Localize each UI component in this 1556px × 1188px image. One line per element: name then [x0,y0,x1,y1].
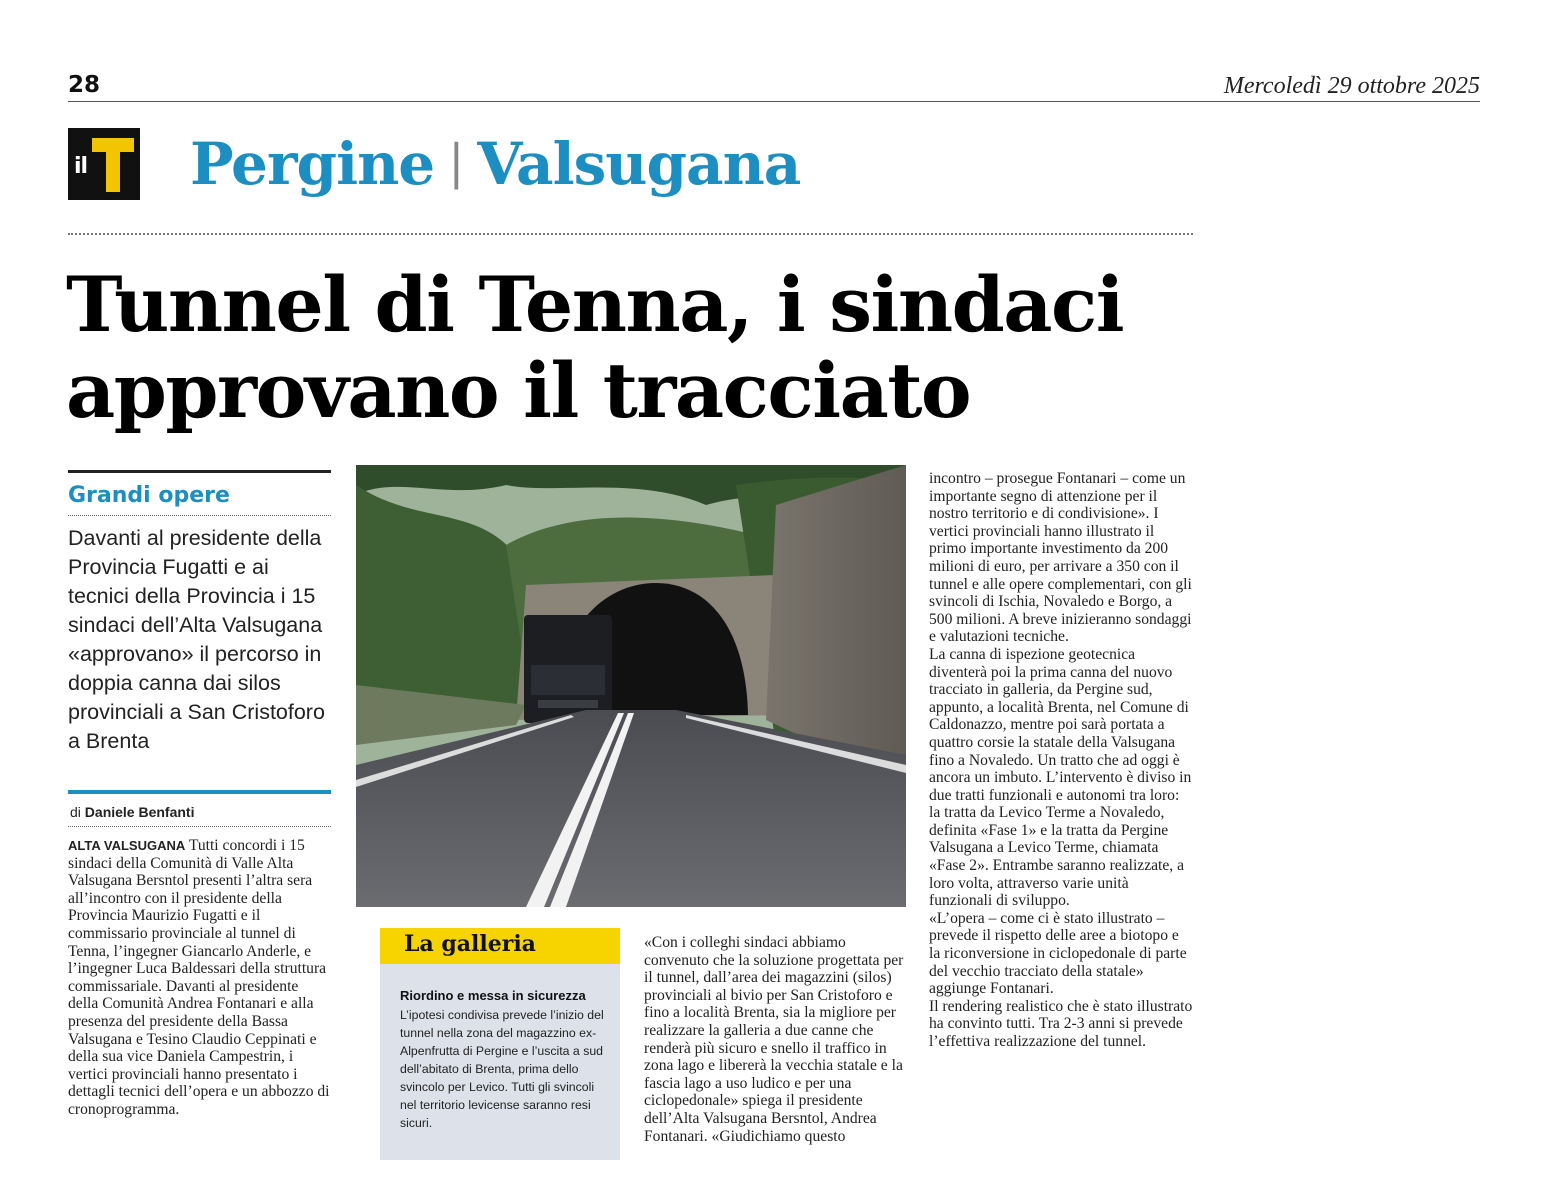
headline-line-2: approvano il tracciato [66,346,971,435]
byline-author: Daniele Benfanti [84,804,195,820]
byline-prefix: di [70,804,81,820]
headline-line-1: Tunnel di Tenna, i sindaci [66,260,1124,349]
col1-text: Tutti concordi i 15 sindaci della Comunità di Valle Alta Valsugana Bersntol presenti l’altra sera all’incontro con il presidente della Provincia Maurizio Fugatti e il commissario provinciale al tunnel di Tenna, l’ingegner Giancarlo Anderle, e l’ingegner Luca Baldessari della struttura commissariale. Davanti al presidente della Comunità Andrea Fontanari e alla presenza del presidente della Bassa Valsugana e Tesino Claudio Ceppinati e della sua vice Daniela Campestrin, i vertici provinciali hanno presentato i dettagli tecnici dell’opera e un abbozzo di cronoprogramma. [68,837,330,1118]
kicker-top-rule [68,470,331,473]
page-date: Mercoledì 29 ottobre 2025 [1223,73,1480,99]
tunnel-photo [356,465,906,907]
article-summary: Davanti al presidente della Provincia Fugatti e ai tecnici della Provincia i 15 sindaci dell’Alta Valsugana «approvano» il percorso in doppia canna dai silos provinciali a San Cristoforo a Brenta [68,526,325,753]
lead-place: ALTA VALSUGANA [68,838,186,853]
logo-t-stem [106,138,120,192]
sidebar-subtitle: Riordino e messa in sicurezza [400,988,586,1003]
top-rule [68,101,1480,102]
article-kicker: Grandi opere [68,483,230,508]
sidebar-box [380,928,620,1160]
sidebar-title: La galleria [404,931,536,957]
byline [70,804,331,820]
article-body-col2: «Con i colleghi sindaci abbiamo convenuto che la soluzione progettata per il tunnel, dall’area dei magazzini (silos) provinciali al bivio per San Cristoforo e fino a località Brenta, sia la migliore per realizzare la galleria a due canne che renderà più sicuro e snello il traffico in zona lago e libererà la vecchia statale e la fascia lago a uso ludico e per una ciclopedonale» spiega il presidente dell’Alta Valsugana Bersntol, Andrea Fontanari. «Giudichiamo questo [644,934,904,1145]
article-body-col3 [929,470,1193,1051]
section-right: Valsugana [477,130,801,198]
col3-paragraph-4: Il rendering realistico che è stato illustrato ha convinto tutti. Tra 2-3 anni si prevede l’effettiva realizzazione del tunnel. [929,997,1193,1050]
col3-paragraph-2: La canna di ispezione geotecnica diventerà poi la prima canna del nuovo tracciato in galleria, da Pergine sud, appunto, a località Brenta, nel Comune di Caldonazzo, mentre poi sarà portata a quattro corsie la statale della Valsugana fino a Novaledo. Un tratto che ad oggi è ancora un imbuto. L’intervento è diviso in due tratti funzionali e autonomi tra loro: la tratta da Levico Terme a Novaledo, definita «Fase 1» e la tratta da Pergine Valsugana a Levico Terme, chiamata «Fase 2». Entrambe saranno realizzate, a loro volta, attraverso varie unità funzionali di sviluppo. [929,645,1192,910]
byline-divider [68,826,331,827]
newspaper-logo [68,128,140,200]
col3-paragraph-3: «L’opera – come ci è stato illustrato – prevede il rispetto delle aree a biotopo e la riconversione in ciclopedonale di parte del vecchio tracciato della statale» aggiunge Fontanari. [929,909,1187,998]
kicker-divider [68,515,331,516]
section-title [190,130,800,198]
col3-paragraph-1: incontro – prosegue Fontanari – come un importante segno di attenzione per il nostro territorio e di condivisione». I vertici provinciali hanno illustrato il primo importante investimento da 200 milioni di euro, per arrivare a 350 con il tunnel e alle opere complementari, con gli svincoli di Ischia, Novaledo e Borgo, a 500 milioni. A breve inizieranno sondaggi e valutazioni tecniche. [929,470,1192,646]
section-divider [68,233,1193,235]
article-body-col1 [68,837,331,1119]
article-headline [66,262,1216,434]
tunnel-photo-graphic [356,465,906,907]
left-column [68,470,331,1119]
section-separator: | [448,134,464,190]
logo-text: il [74,154,88,179]
section-left: Pergine [190,130,435,198]
byline-rule [68,790,331,794]
page-number: 28 [68,72,101,98]
sidebar-text: L’ipotesi condivisa prevede l’inizio del tunnel nella zona del magazzino ex-Alpenfrutta di Pergine e l’uscita a sud dell’abitato di Brenta, prima dello svincolo per Levico. Tutti gli svincoli nel territorio levicense saranno resi sicuri. [400,1008,604,1130]
